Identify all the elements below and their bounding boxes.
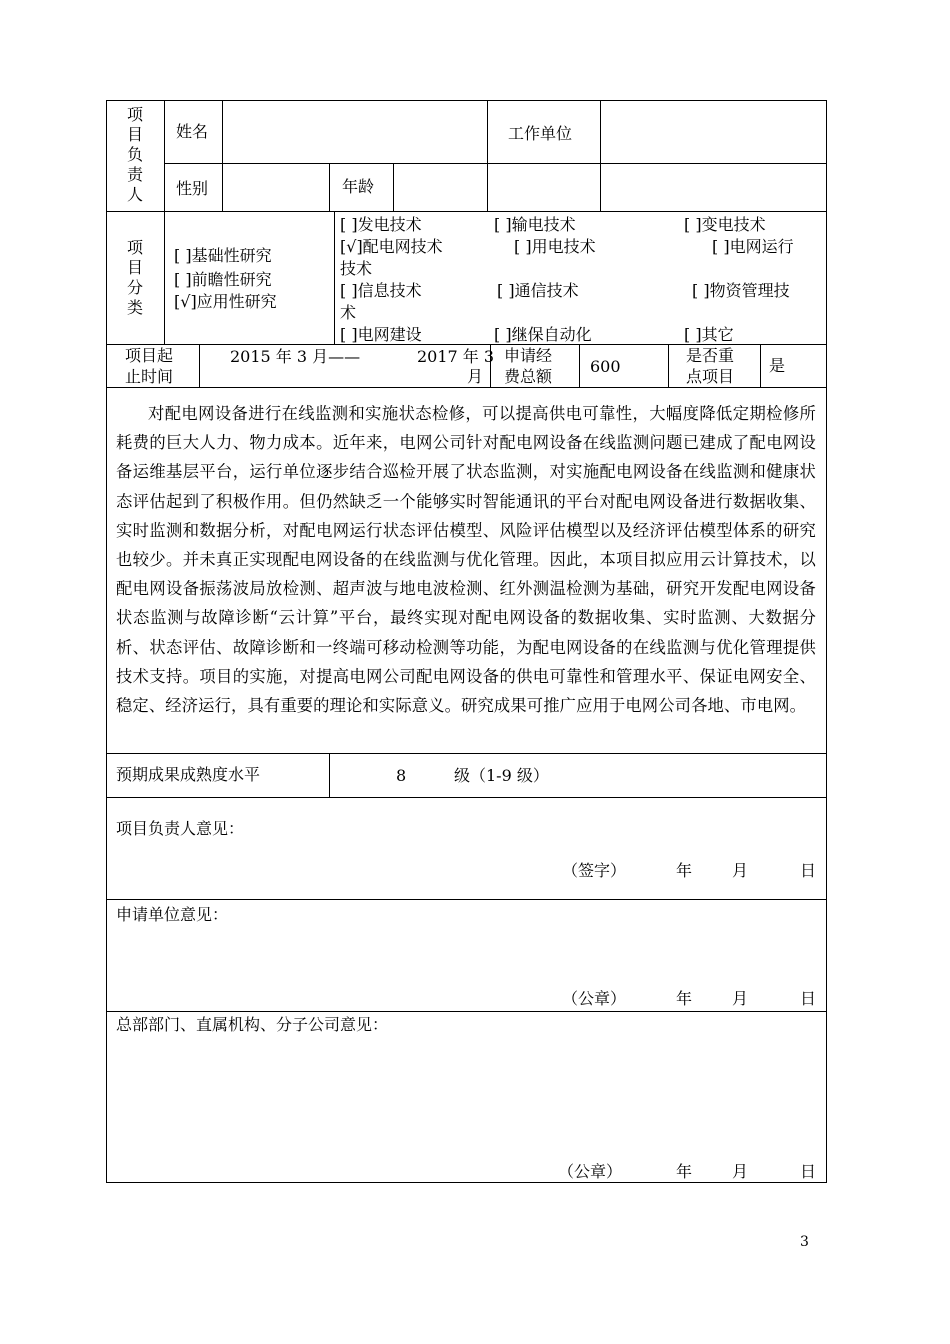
period-label-line1: 项目起 [125,346,174,365]
hq-year-label: 年 [676,1162,693,1181]
col-divider [668,344,669,387]
leader-month-label: 月 [732,861,749,880]
period-end-line2: 月 [467,367,484,386]
age-label: 年龄 [342,177,375,196]
page-number: 3 [800,1234,809,1250]
leader-opinion-field[interactable] [107,842,826,856]
age-value-cell[interactable] [394,164,486,210]
hq-opinion-field[interactable] [107,1038,826,1153]
tech-materials-wrap: 术 [340,303,357,322]
tech-grid-construction-option[interactable]: [ ]电网建设 [340,325,422,344]
period-start: 2015 年 3 月—— [230,347,361,366]
unit-opinion-field[interactable] [107,928,826,984]
unit-seal-label: （公章） [562,989,627,1008]
category-section-label: 项目分类 [126,238,143,317]
col-divider [487,100,488,212]
funds-label-line2: 费总额 [504,367,553,386]
maturity-label: 预期成果成熟度水平 [116,765,261,784]
row-divider [106,797,827,798]
key-project-label-line2: 点项目 [686,367,735,386]
tech-information-option[interactable]: [ ]信息技术 [340,281,422,300]
key-project-label-line1: 是否重 [686,346,735,365]
tech-other-option[interactable]: [ ]其它 [684,325,734,344]
tech-materials-option[interactable]: [ ]物资管理技 [692,281,790,300]
key-project-value: 是 [769,356,786,375]
unit-opinion-label: 申请单位意见： [116,905,229,924]
name-label: 姓名 [176,122,209,141]
gender-value-cell[interactable] [223,164,328,210]
tech-substation-option[interactable]: [ ]变电技术 [684,215,766,234]
work-unit-label: 工作单位 [508,124,573,143]
maturity-unit: 级（1-9 级） [454,766,549,785]
row-divider [106,899,827,900]
row-divider [106,753,827,754]
col-divider [579,344,580,387]
tech-transmission-option[interactable]: [ ]输电技术 [494,215,576,234]
col-divider [334,211,335,344]
research-applied-option[interactable]: [√]应用性研究 [174,292,277,311]
hq-opinion-label: 总部部门、直属机构、分子公司意见： [116,1015,389,1034]
tech-power-generation-option[interactable]: [ ]发电技术 [340,215,422,234]
name-value-cell[interactable] [223,101,486,162]
research-basic-option[interactable]: [ ]基础性研究 [174,246,272,265]
tech-grid-operation-wrap: 技术 [340,259,373,278]
project-summary: 对配电网设备进行在线监测和实施状态检修，可以提高供电可靠性，大幅度降低定期检修所耗费的巨大人力、物力成本。近年来，电网公司针对配电网设备在线监测问题已建成了配电网设备运维基层平台，运行单位逐步结合巡检开展了状态监测，对实施配电网设备在线监测和健康状态评估起到了积极作用。但仍然缺乏一个能够实时智能通讯的平台对配电网设备进行数据收集、实时监测和数据分析，对配电网运行状态评估模型、风险评估模型以及经济评估模型体系的研究也较少。并未真正实现配电网设备的在线监测与优化管理。因此，本项目拟应用云计算技术，以配电网设备振荡波局放检测、超声波与地电波检测、红外测温检测为基础，研究开发配电网设备状态监测与故障诊断“云计算”平台，最终实现对配电网设备的数据收集、实时监测、大数据分析、状态评估、故障诊断和一终端可移动检测等功能，为配电网设备的在线监测与优化管理提供技术支持。项目的实施，对提高电网公司配电网设备的供电可靠性和管理水平、保证电网安全、稳定、经济运行，具有重要的理论和实际意义。研究成果可推广应用于电网公司各地、市电网。 [116,404,816,716]
tech-grid-operation-option[interactable]: [ ]电网运行 [712,237,794,256]
col-divider [760,344,761,387]
work-unit-value-cell[interactable] [601,101,825,162]
funds-value: 600 [590,357,621,376]
tech-protection-automation-option[interactable]: [ ]继保自动化 [494,325,592,344]
tech-distribution-option[interactable]: [√]配电网技术 [340,237,443,256]
leader-section-label: 项目负责人 [126,105,143,204]
hq-seal-label: （公章） [558,1162,623,1181]
leader-year-label: 年 [676,861,693,880]
period-label-line2: 止时间 [125,367,174,386]
hq-month-label: 月 [732,1162,749,1181]
unit-day-label: 日 [800,989,817,1008]
row-divider [106,387,827,388]
col-divider [329,753,330,797]
row-divider [106,211,827,212]
leader-opinion-label: 项目负责人意见： [116,819,245,838]
funds-label-line1: 申请经 [504,346,553,365]
row-divider [106,1011,827,1012]
maturity-level: 8 [396,766,407,785]
gender-label: 性别 [176,179,209,198]
leader-signature-label: （签字） [562,861,627,880]
tech-communication-option[interactable]: [ ]通信技术 [497,281,579,300]
research-frontier-option[interactable]: [ ]前瞻性研究 [174,270,272,289]
unit-year-label: 年 [676,989,693,1008]
col-divider [164,100,165,344]
tech-consumption-option[interactable]: [ ]用电技术 [514,237,596,256]
col-divider [329,163,330,211]
col-divider [199,344,200,387]
period-end-line1: 2017 年 3 [417,347,495,366]
leader-day-label: 日 [800,861,817,880]
hq-day-label: 日 [800,1162,817,1181]
unit-month-label: 月 [732,989,749,1008]
